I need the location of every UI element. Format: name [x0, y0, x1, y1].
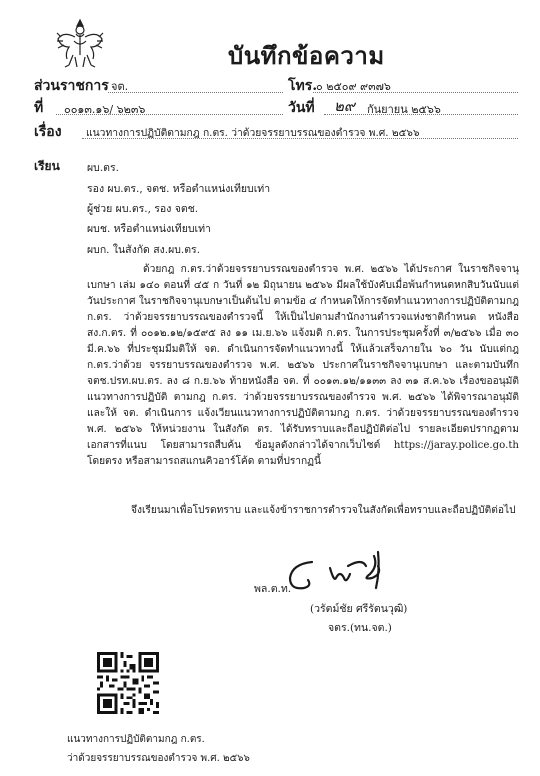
phone-value: ๐ ๒๕๐๙ ๙๓๗๖	[316, 80, 391, 93]
doc-no-label: ที่	[34, 100, 44, 116]
body-paragraph-1	[87, 262, 519, 470]
recipients-label: เรียน	[34, 159, 60, 173]
qr-caption-line-2: ว่าด้วยจรรยาบรรณของตำรวจ พ.ศ. ๒๕๖๖	[67, 753, 250, 764]
subject-value: แนวทางการปฏิบัติตามกฎ ก.ตร. ว่าด้วยจรรยาบรรณของตำรวจ พ.ศ. ๒๕๖๖	[86, 127, 420, 139]
date-value: กันยายน ๒๕๖๖	[367, 103, 441, 116]
body-paragraph-2-text: จึงเรียนมาเพื่อโปรดทราบ และแจ้งข้าราชการตำรวจในสังกัดเพื่อทราบและถือปฏิบัติต่อไป	[131, 505, 516, 516]
qr-caption-line-1: แนวทางการปฏิบัติตามกฎ ก.ตร.	[67, 734, 205, 745]
date-dotted-line	[324, 114, 518, 115]
subject-label: เรื่อง	[34, 124, 62, 140]
phone-dotted-line	[313, 92, 518, 93]
body-paragraph-1-text: ด้วยกฎ ก.ตร.ว่าด้วยจรรยาบรรณของตำรวจ พ.ศ. ๒๕๖๖ ได้ประกาศ ในราชกิจจานุเบกษา เล่ม ๑๔๐ ตอนที่ ๔๕ ก วันที่ ๑๒ มิถุนายน ๒๕๖๖ มีผลใช้บังคับเมื่อพ้นกำหนดหกสิบวันนับแต่วันประกาศ ในราชกิจจานุเบกษาเป็นต้นไป ตามข้อ ๔ กำหนดให้การจัดทำแนวทางการปฏิบัติตามกฎ ก.ตร. ว่าด้วยจรรยาบรรณของตำรวจนี้ ให้เป็นไปตามสำนักงานตำรวจแห่งชาติกำหนด หนังสือ สง.ก.ตร. ที่ ๐๐๑๒.๑๒/๑๕๙๕ ลง ๑๑ เม.ย.๖๖ แจ้งมติ ก.ตร. ในการประชุมครั้งที่ ๓/๒๕๖๖ เมื่อ ๓๐ มี.ค.๖๖ ที่ประชุมมีมติให้ จต. ดำเนินการจัดทำแนวทางนี้ ให้แล้วเสร็จภายใน ๖๐ วัน นับแต่กฎ ก.ตร.ว่าด้วย จรรยาบรรณของตำรวจ พ.ศ. ๒๕๖๖ ประกาศในราชกิจจานุเบกษา และตามบันทึก จตช.ปรท.ผบ.ตร. ลง ๘ ก.ย.๖๖ ท้ายหนังสือ จต. ที่ ๐๐๑๓.๑๒/๑๑๓๓ ลง ๓๑ ส.ค.๖๖ เรื่องขออนุมัติแนวทางการปฏิบัติ ตามกฎ ก.ตร. ว่าด้วยจรรยาบรรณของตำรวจ พ.ศ. ๒๕๖๖ ได้พิจารณาอนุมัติ และให้ จต. ดำเนินการ แจ้งเวียนแนวทางการปฏิบัติตามกฎ ก.ตร. ว่าด้วยจรรยาบรรณของตำรวจ พ.ศ. ๒๕๖๖ ให้หน่วยงาน ในสังกัด ตร. ได้รับทราบและถือปฏิบัติต่อไป รายละเอียดปรากฏตามเอกสารที่แนบ โดยสามารถสืบค้น ข้อมูลดังกล่าวได้จากเว็บไซต์ https://jaray.police.go.th โดยตรง หรือสามารถสแกนคิวอาร์โค้ด ตามที่ปรากฏนี้	[87, 264, 519, 467]
signatory-position: จตร.(ทน.จต.)	[328, 622, 392, 634]
signatory-name: (วรัตม์ชัย ศรีรัตนวุฒิ)	[310, 603, 408, 615]
agency-dotted-line	[108, 92, 283, 93]
date-label: วันที่	[288, 100, 315, 116]
recipient-line: รอง ผบ.ตร., จตช. หรือตำแหน่งเทียบเท่า	[87, 183, 271, 195]
document-title: บันทึกข้อความ	[228, 41, 385, 70]
signatory-rank: พล.ต.ท.	[254, 583, 292, 595]
recipient-line: ผบ.ตร.	[87, 162, 119, 174]
date-day: ๒๙	[334, 97, 355, 115]
handwritten-signature	[282, 548, 392, 596]
recipient-line: ผบก. ในสังกัด สง.ผบ.ตร.	[87, 244, 201, 256]
recipient-line: ผบช. หรือตำแหน่งเทียบเท่า	[87, 223, 211, 235]
doc-no-value: ๐๐๑๓.๑๖/ ๖๒๓๖	[64, 103, 146, 116]
doc-no-dotted-line	[56, 114, 283, 115]
subject-dotted-line	[82, 138, 518, 139]
recipient-line: ผู้ช่วย ผบ.ตร., รอง จตช.	[87, 203, 199, 215]
agency-label: ส่วนราชการ	[34, 78, 109, 94]
body-paragraph-2	[87, 503, 519, 519]
garuda-emblem-icon	[55, 17, 105, 69]
phone-label: โทร.	[288, 78, 318, 94]
agency-value: จต.	[111, 80, 129, 93]
qr-code-icon	[97, 652, 159, 714]
